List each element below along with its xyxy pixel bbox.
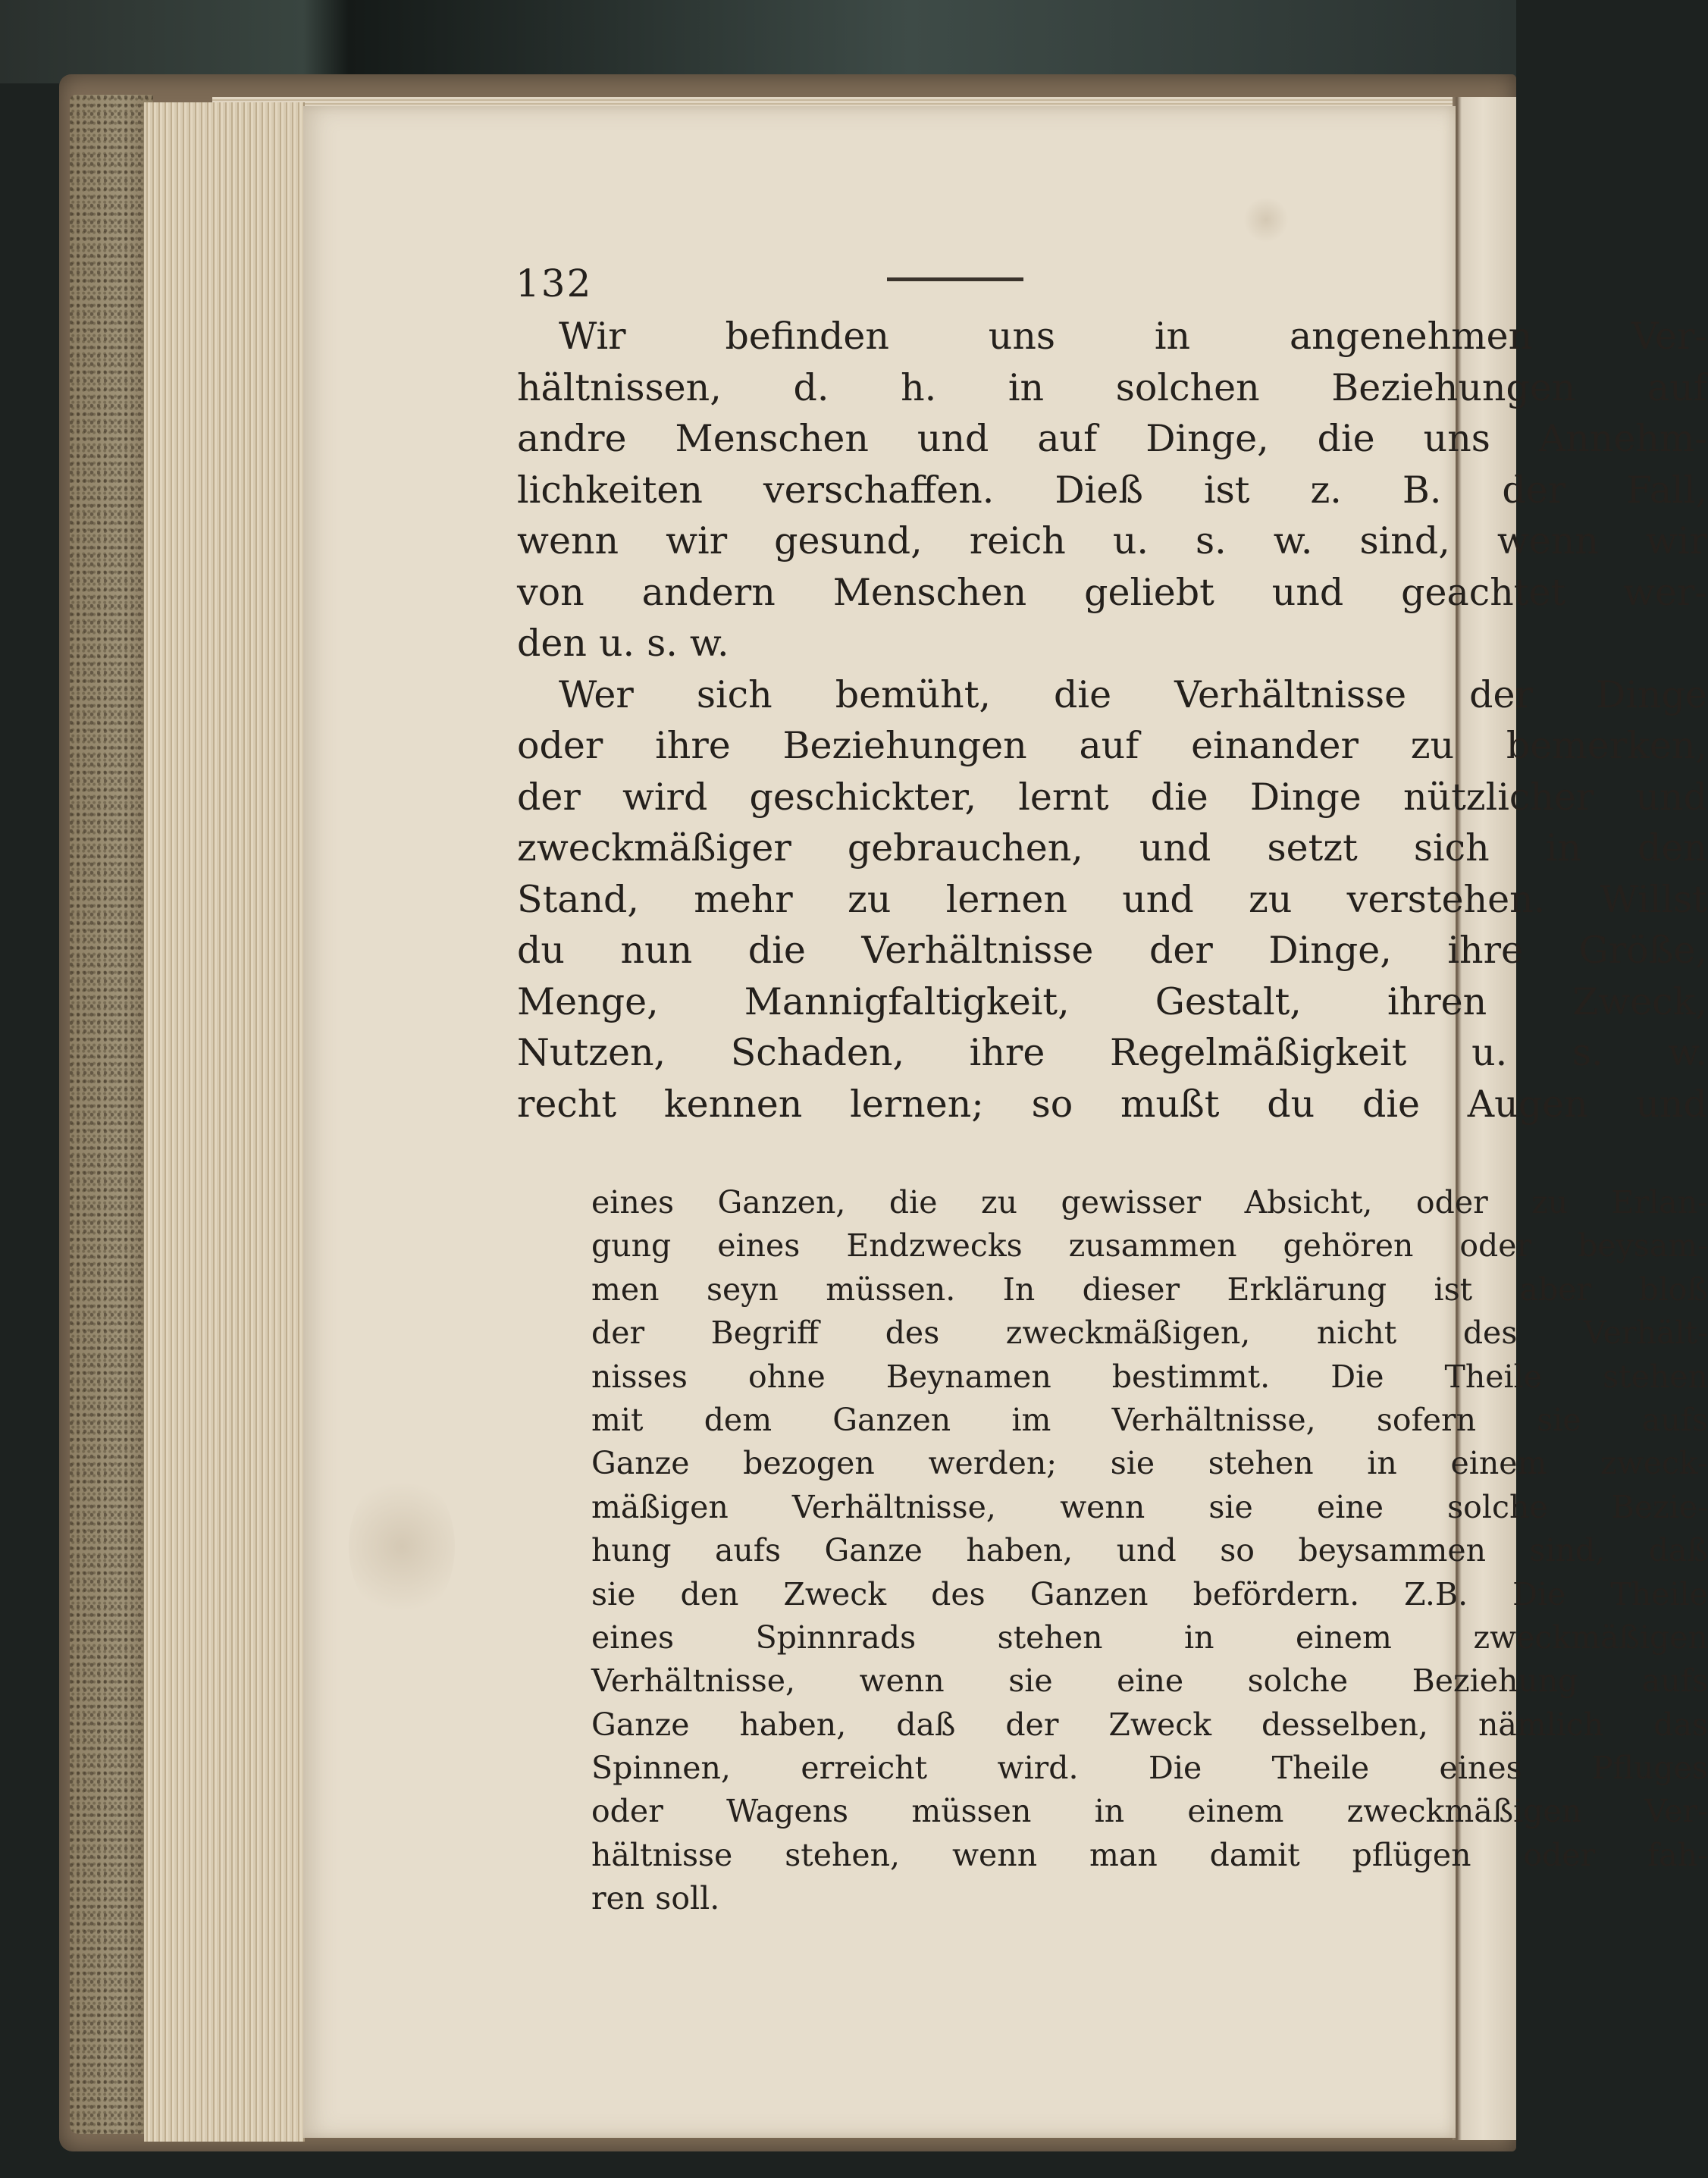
word: oder	[1459, 1227, 1532, 1264]
word: man	[1089, 1836, 1158, 1873]
footnote-line	[591, 1224, 1708, 1268]
word: men	[591, 1271, 660, 1308]
word: Menschen	[675, 417, 869, 460]
word: pflügen	[1352, 1836, 1471, 1873]
word: recht	[517, 1082, 617, 1126]
word: ist	[1434, 1271, 1473, 1308]
word: w.	[689, 622, 729, 665]
paper-stain	[1243, 197, 1289, 243]
word: von	[517, 570, 584, 614]
text-line	[517, 720, 1707, 772]
word: Verhältnisse,	[791, 1488, 996, 1525]
text-line	[517, 516, 1707, 567]
word: geachtet	[1401, 570, 1566, 614]
header-rule	[887, 277, 1023, 281]
word: Willst	[1600, 877, 1707, 921]
word: dem	[704, 1401, 773, 1438]
word: Endzwecks	[846, 1227, 1023, 1264]
word: Verhält-	[1583, 1315, 1708, 1352]
word: in	[1008, 365, 1045, 409]
word: Dieß	[1055, 468, 1143, 512]
word: Ganze	[591, 1445, 690, 1482]
word: seyn	[706, 1271, 779, 1308]
word: Die	[1330, 1358, 1384, 1395]
word: Annehm-	[1538, 417, 1707, 460]
word: Größe,	[1578, 929, 1707, 972]
word: h.	[901, 365, 937, 409]
word: du	[517, 929, 565, 972]
word: zweck-	[1600, 1445, 1708, 1482]
word: Ganzen,	[717, 1184, 846, 1221]
word: uns	[988, 315, 1056, 358]
word: eines	[591, 1184, 675, 1221]
text-line	[517, 823, 1707, 874]
word: wenn	[951, 1836, 1038, 1873]
footnote-line	[591, 1877, 1708, 1920]
word: nämlich	[1478, 1706, 1604, 1743]
word: kennen	[663, 1082, 803, 1126]
word: solche	[1447, 1488, 1548, 1525]
word: befördern.	[1192, 1575, 1360, 1612]
word: mehr	[694, 877, 793, 921]
word: auf	[1037, 417, 1098, 460]
word: Zweck	[1108, 1706, 1212, 1743]
word: und	[1116, 1532, 1177, 1569]
text-line	[517, 567, 1707, 619]
word: andern	[641, 570, 776, 614]
word: wir	[666, 519, 728, 563]
footnote-line	[591, 1529, 1708, 1572]
word: bestimmt.	[1111, 1358, 1271, 1395]
word: Dinge,	[1145, 417, 1269, 460]
word: Theile	[1271, 1750, 1370, 1787]
word: In	[1002, 1271, 1036, 1308]
word: werden;	[928, 1445, 1058, 1482]
footnote-line	[591, 1834, 1708, 1877]
word: nisses	[591, 1358, 688, 1395]
text-line	[517, 618, 1707, 669]
word: müssen	[911, 1793, 1032, 1830]
word: Ganze	[591, 1706, 690, 1743]
word: Z.B.	[1404, 1575, 1468, 1612]
word: gehören	[1283, 1227, 1414, 1264]
text-line	[517, 976, 1707, 1028]
word: wer-	[1623, 570, 1707, 614]
word: eines	[1439, 1750, 1522, 1787]
word: zweckmäßigen	[1346, 1793, 1582, 1830]
word: des	[885, 1315, 940, 1352]
word: geschickter,	[749, 775, 977, 819]
word: s.	[1196, 519, 1227, 563]
word: Wer	[559, 672, 634, 716]
word: sofern	[1376, 1401, 1477, 1438]
word: wird.	[997, 1750, 1079, 1787]
word: Ganzen	[832, 1401, 951, 1438]
word: sind,	[1359, 519, 1450, 563]
word: zu	[1531, 1184, 1569, 1221]
word: lichkeiten	[517, 468, 703, 512]
word: Fall,	[1626, 468, 1707, 512]
word: daß	[896, 1706, 956, 1743]
word: soll.	[655, 1880, 720, 1917]
main-paragraphs	[517, 311, 1707, 1130]
word: müssen.	[826, 1271, 956, 1308]
word: damit	[1209, 1836, 1300, 1873]
word: und	[917, 417, 989, 460]
word: eines	[717, 1227, 801, 1264]
word: wir	[1645, 519, 1707, 563]
word: im	[1011, 1401, 1051, 1438]
word: solchen	[1115, 365, 1260, 409]
word: lernt	[1018, 775, 1109, 819]
word: sie	[1537, 1401, 1581, 1438]
word: Pfluges	[1592, 1750, 1708, 1787]
word: Dinge	[1596, 672, 1707, 716]
word: bemüht,	[835, 672, 991, 716]
word: stehen	[1208, 1445, 1314, 1482]
word: Wir	[559, 315, 626, 358]
word: in	[1367, 1445, 1397, 1482]
word: nun	[620, 929, 693, 972]
word: mit	[591, 1401, 644, 1438]
word: das	[1653, 1706, 1708, 1743]
word: d.	[793, 365, 829, 409]
word: Beziehung	[1412, 1662, 1578, 1700]
word: ist	[1203, 468, 1250, 512]
word: einem	[1187, 1793, 1284, 1830]
footnote-line	[591, 1703, 1708, 1747]
word: aufs	[1641, 1401, 1708, 1438]
word: wenn	[1060, 1488, 1145, 1525]
paper-stain	[349, 1471, 455, 1622]
word: sich	[696, 672, 773, 716]
word: Spinnrads	[755, 1619, 917, 1656]
word: nicht	[1316, 1315, 1397, 1352]
word: gewisser	[1061, 1184, 1202, 1221]
word: reich	[969, 519, 1066, 563]
word: in	[1545, 826, 1581, 870]
word: hung	[591, 1532, 672, 1569]
word: Erlan-	[1611, 1184, 1708, 1221]
book-page	[303, 106, 1708, 2138]
word: Absicht,	[1244, 1184, 1373, 1221]
word: ohne	[747, 1358, 826, 1395]
word: ihre	[655, 724, 731, 767]
word: aufs	[714, 1532, 782, 1569]
word: zu	[1410, 724, 1455, 767]
word: so	[1031, 1082, 1073, 1126]
word: Nutzen,	[517, 1031, 666, 1074]
word: geliebt	[1084, 570, 1214, 614]
word: Bezie-	[1611, 1488, 1708, 1525]
word: dieser	[1082, 1271, 1180, 1308]
word: wenn	[1496, 519, 1599, 563]
footnote-line	[591, 1355, 1708, 1399]
word: zu	[980, 1184, 1017, 1221]
word: uns	[1423, 417, 1490, 460]
word: Ganzen	[1030, 1575, 1149, 1612]
word: du	[1267, 1082, 1315, 1126]
word: der	[1005, 1706, 1059, 1743]
word: Ver-	[1644, 1793, 1708, 1830]
word: bezogen	[743, 1445, 875, 1482]
word: einander	[1191, 724, 1359, 767]
word: sind,	[1529, 1532, 1606, 1569]
word: Schaden,	[730, 1031, 905, 1074]
word: desselben,	[1261, 1706, 1428, 1743]
word: angenehmen	[1289, 315, 1533, 358]
word: ren	[591, 1880, 645, 1917]
word: zu	[1249, 877, 1293, 921]
word: gesund,	[774, 519, 923, 563]
word: daß	[1648, 1532, 1708, 1569]
word: auf	[1079, 724, 1139, 767]
word: Die	[1512, 1575, 1566, 1612]
word: wird	[622, 775, 708, 819]
word: stehen,	[785, 1836, 901, 1873]
word: sie	[591, 1575, 636, 1612]
word: lernen;	[850, 1082, 984, 1126]
word: zweckmäßigen,	[1005, 1315, 1251, 1352]
word: Menge,	[517, 979, 659, 1023]
footnote-line	[591, 1268, 1708, 1312]
word: den	[680, 1575, 739, 1612]
word: in	[1094, 1793, 1125, 1830]
word: des	[931, 1575, 986, 1612]
word: z.	[1310, 468, 1342, 512]
word: bloß	[1638, 1271, 1708, 1308]
text-line	[517, 362, 1707, 414]
cover-marbled-edge	[70, 95, 153, 2134]
word: Dinge,	[1268, 929, 1392, 972]
word: in	[1154, 315, 1191, 358]
word: s.	[647, 622, 678, 665]
word: u.	[1112, 519, 1149, 563]
word: eine	[1117, 1662, 1184, 1700]
word: w.	[1273, 519, 1313, 563]
footnote-line	[591, 1573, 1708, 1616]
word: Augen	[1467, 1082, 1588, 1126]
word: die	[1054, 672, 1112, 716]
word: einem	[1450, 1445, 1547, 1482]
word: u.	[598, 622, 635, 665]
word: Verhältnisse,	[1111, 1401, 1316, 1438]
word: befinden	[725, 315, 889, 358]
word: die	[1362, 1082, 1420, 1126]
word: und	[1271, 570, 1344, 614]
text-line	[517, 465, 1707, 516]
word: in	[1184, 1619, 1214, 1656]
word: beysam-	[1578, 1227, 1708, 1264]
word: Gestalt,	[1155, 979, 1302, 1023]
word: oder	[1415, 1184, 1488, 1221]
word: sie	[1110, 1445, 1155, 1482]
word: Verhältnisse	[861, 929, 1094, 972]
word: aber	[1519, 1271, 1592, 1308]
word: eine	[1316, 1488, 1384, 1525]
word: so	[1220, 1532, 1255, 1569]
word: Zweck	[783, 1575, 887, 1612]
word: einem	[1296, 1619, 1392, 1656]
background	[0, 0, 1516, 83]
word: zweckmäßigen	[1473, 1619, 1708, 1656]
word: der	[517, 775, 581, 819]
word: sie	[1008, 1662, 1053, 1700]
word: Menschen	[832, 570, 1027, 614]
word: mußt	[1120, 1082, 1220, 1126]
word: Erklärung	[1227, 1271, 1387, 1308]
word: oder	[517, 724, 603, 767]
word: oder	[1523, 1836, 1596, 1873]
word: setzt	[1267, 826, 1358, 870]
text-line	[517, 1027, 1707, 1079]
word: ihre	[1447, 929, 1524, 972]
word: verstehen.	[1346, 877, 1546, 921]
word: die	[888, 1184, 938, 1221]
word: s.	[1572, 1031, 1603, 1074]
word: oder	[591, 1793, 663, 1830]
word: haben,	[739, 1706, 847, 1743]
word: erreicht	[801, 1750, 928, 1787]
word: auf	[1647, 365, 1707, 409]
word: verschaffen.	[763, 468, 995, 512]
word: Ganze	[824, 1532, 923, 1569]
word: die	[1317, 417, 1375, 460]
word: stehen	[997, 1619, 1103, 1656]
word: sich	[1413, 826, 1490, 870]
word: der	[1502, 468, 1566, 512]
text-line	[517, 874, 1707, 926]
word: Ver-	[1631, 315, 1707, 358]
footnote-line	[591, 1399, 1708, 1442]
page-number: 132	[516, 262, 593, 306]
word: B.	[1402, 468, 1442, 512]
word: Theile	[1444, 1358, 1543, 1395]
word: Spinnen,	[591, 1750, 731, 1787]
word: hältnissen,	[517, 365, 722, 409]
word: Begriff	[710, 1315, 820, 1352]
word: Zweck,	[1572, 979, 1707, 1023]
footnote	[591, 1181, 1708, 1921]
word: und	[1122, 877, 1194, 921]
word: gung	[591, 1227, 672, 1264]
word: stehen	[1603, 1358, 1708, 1395]
word: u.	[1471, 1031, 1508, 1074]
word: und	[1635, 1082, 1707, 1126]
word: und	[1139, 826, 1211, 870]
word: zusammen	[1068, 1227, 1237, 1264]
word: Mannigfaltigkeit,	[744, 979, 1070, 1023]
word: solche	[1247, 1662, 1349, 1700]
footnote-line	[591, 1747, 1708, 1790]
word: bemerken,	[1506, 724, 1707, 767]
text-line	[517, 925, 1707, 976]
text-line	[517, 1079, 1707, 1130]
word: Verhältnisse,	[591, 1662, 796, 1700]
text-line	[517, 669, 1707, 721]
word: wenn	[517, 519, 619, 563]
word: der	[591, 1315, 645, 1352]
text-line	[517, 413, 1707, 465]
word: des	[1462, 1315, 1518, 1352]
word: aufs	[1641, 1662, 1708, 1700]
word: lernen	[945, 877, 1067, 921]
page-stack-left	[144, 102, 305, 2142]
word: ihre	[969, 1031, 1045, 1074]
word: Beynamen	[885, 1358, 1051, 1395]
word: den	[1637, 826, 1707, 870]
word: w.	[1668, 1031, 1707, 1074]
word: Beziehungen	[1331, 365, 1576, 409]
word: sie	[1208, 1488, 1253, 1525]
word: der	[1469, 672, 1533, 716]
word: die	[1150, 775, 1208, 819]
text-line	[517, 311, 1707, 362]
word: der	[1149, 929, 1213, 972]
word: hältnisse	[591, 1836, 733, 1873]
word: Die	[1148, 1750, 1202, 1787]
word: Wagens	[726, 1793, 849, 1830]
footnote-line	[591, 1312, 1708, 1355]
footnote-line	[591, 1181, 1708, 1224]
footnote-line	[591, 1442, 1708, 1485]
word: fah-	[1647, 1836, 1708, 1873]
word: Beziehungen	[782, 724, 1027, 767]
word: andre	[517, 417, 627, 460]
word: zweckmäßiger	[517, 826, 791, 870]
word: eines	[591, 1619, 675, 1656]
word: Theile	[1610, 1575, 1708, 1612]
word: Verhältnisse	[1174, 672, 1407, 716]
word: und	[1635, 775, 1707, 819]
word: haben,	[966, 1532, 1073, 1569]
footnote-line	[591, 1790, 1708, 1833]
word: nützlicher	[1402, 775, 1594, 819]
footnote-line	[591, 1616, 1708, 1659]
word: Regelmäßigkeit	[1109, 1031, 1407, 1074]
word: zu	[848, 877, 892, 921]
word: den	[517, 622, 587, 665]
footnote-line	[591, 1659, 1708, 1703]
word: gebrauchen,	[847, 826, 1083, 870]
word: Stand,	[517, 877, 639, 921]
word: ihren	[1387, 979, 1487, 1023]
word: Dinge	[1249, 775, 1362, 819]
word: die	[747, 929, 806, 972]
word: wenn	[859, 1662, 945, 1700]
word: mäßigen	[591, 1488, 729, 1525]
text-line	[517, 772, 1707, 823]
word: beysammen	[1298, 1532, 1487, 1569]
footnote-line	[591, 1486, 1708, 1529]
